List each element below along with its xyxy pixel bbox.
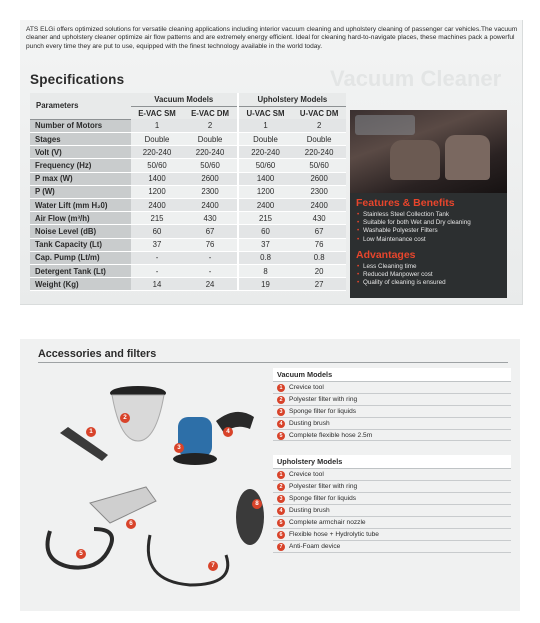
value-cell: 2600 [183, 172, 237, 185]
value-cell: 0.8 [238, 251, 292, 264]
accessories-panel [20, 339, 520, 611]
badge-4: 4 [223, 427, 233, 437]
value-cell: 2400 [292, 199, 346, 212]
value-cell: 2300 [183, 185, 237, 198]
table-row [30, 212, 346, 225]
list-item-label: Sponge filter for liquids [289, 495, 357, 503]
list-item [273, 394, 511, 406]
parameter-cell: Air Flow (m³/h) [30, 212, 131, 225]
accessories-lists [273, 368, 511, 553]
value-cell: 50/60 [183, 159, 237, 172]
model-header: E-VAC SM [131, 106, 184, 119]
value-cell: 20 [292, 264, 346, 277]
value-cell: 1400 [238, 172, 292, 185]
value-cell: - [183, 264, 237, 277]
value-cell: 76 [183, 238, 237, 251]
value-cell: 19 [238, 278, 292, 291]
badge-1: 1 [86, 427, 96, 437]
list-item-label: Polyester filter with ring [289, 395, 358, 403]
specifications-table [30, 93, 346, 291]
value-cell: 67 [292, 225, 346, 238]
features-box [350, 193, 507, 298]
number-badge: 3 [277, 495, 285, 503]
value-cell: 27 [292, 278, 346, 291]
feature-item: • Low Maintenance cost [356, 236, 501, 244]
parameter-cell: Volt (V) [30, 146, 131, 159]
feature-item: • Suitable for both Wet and Dry cleaning [356, 219, 501, 227]
list-item [273, 382, 511, 394]
list-item [273, 481, 511, 493]
list-item [273, 517, 511, 529]
parameter-cell: Frequency (Hz) [30, 159, 131, 172]
value-cell: 0.8 [292, 251, 346, 264]
list-item [273, 469, 511, 481]
advantage-item: • Reduced Manpower cost [356, 271, 501, 279]
parameter-cell: Weight (Kg) [30, 278, 131, 291]
list-item-label: Polyester filter with ring [289, 483, 358, 491]
value-cell: 1 [238, 119, 292, 132]
table-row [30, 172, 346, 185]
anti-foam-device-shape [236, 489, 264, 545]
table-row [30, 251, 346, 264]
accessories-drawing [40, 371, 270, 603]
number-badge: 5 [277, 519, 285, 527]
value-cell: 430 [183, 212, 237, 225]
list-item [273, 541, 511, 553]
model-header: U-VAC SM [238, 106, 292, 119]
armchair-nozzle-shape [90, 487, 156, 523]
list-item-label: Anti-Foam device [289, 542, 341, 550]
parameter-cell: Noise Level (dB) [30, 225, 131, 238]
number-badge: 1 [277, 471, 285, 479]
list-item [273, 430, 511, 442]
advantages-title: Advantages [356, 248, 416, 261]
filter-base-shape [173, 453, 217, 465]
advantages-list [356, 263, 501, 288]
value-cell: 215 [238, 212, 292, 225]
specifications-title: Specifications [30, 72, 125, 87]
watermark-text: Vacuum Cleaner [330, 66, 502, 91]
number-badge: 4 [277, 507, 285, 515]
value-cell: 37 [131, 238, 184, 251]
value-cell: 220-240 [183, 146, 237, 159]
value-cell: 2400 [183, 199, 237, 212]
value-cell: 2400 [238, 199, 292, 212]
table-row [30, 225, 346, 238]
badge-2: 2 [120, 413, 130, 423]
list-item [273, 529, 511, 541]
value-cell: 430 [292, 212, 346, 225]
number-badge: 2 [277, 396, 285, 404]
value-cell: - [183, 251, 237, 264]
list-item-label: Dusting brush [289, 419, 330, 427]
number-badge: 5 [277, 432, 285, 440]
list-item-label: Complete armchair nozzle [289, 519, 366, 527]
list-item [273, 406, 511, 418]
table-row [30, 199, 346, 212]
badge-3: 3 [174, 443, 184, 453]
value-cell: Double [292, 133, 346, 146]
sponge-filter-shape [178, 417, 212, 457]
value-cell: 67 [183, 225, 237, 238]
value-cell: Double [183, 133, 237, 146]
list-item-label: Sponge filter for liquids [289, 407, 357, 415]
parameter-cell: Stages [30, 133, 131, 146]
value-cell: 1400 [131, 172, 184, 185]
group-header-vacuum: Vacuum Models [131, 93, 238, 106]
value-cell: 2300 [292, 185, 346, 198]
table-row [30, 264, 346, 277]
number-badge: 6 [277, 531, 285, 539]
car-interior-photo [350, 110, 507, 193]
features-title: Features & Benefits [356, 197, 455, 209]
value-cell: 14 [131, 278, 184, 291]
value-cell: 1200 [131, 185, 184, 198]
accessories-illustration [40, 371, 270, 603]
value-cell: 220-240 [131, 146, 184, 159]
parameter-cell: Cap. Pump (Lt/m) [30, 251, 131, 264]
value-cell: 2 [183, 119, 237, 132]
parameter-cell: Tank Capacity (Lt) [30, 238, 131, 251]
badge-5: 5 [76, 549, 86, 559]
feature-item: • Stainless Steel Collection Tank [356, 211, 501, 219]
list-item [273, 493, 511, 505]
value-cell: 2400 [131, 199, 184, 212]
number-badge: 2 [277, 483, 285, 491]
number-badge: 3 [277, 408, 285, 416]
list-item-label: Complete flexible hose 2.5m [289, 431, 373, 439]
badge-8: 8 [252, 499, 262, 509]
table-row [30, 159, 346, 172]
list-item-label: Dusting brush [289, 507, 330, 515]
parameter-cell: Detergent Tank (Lt) [30, 264, 131, 277]
list-item-label: Flexible hose + Hydrolytic tube [289, 530, 379, 538]
list-gap [273, 441, 511, 455]
number-badge: 7 [277, 543, 285, 551]
value-cell: 60 [131, 225, 184, 238]
parameter-cell: P (W) [30, 185, 131, 198]
value-cell: - [131, 251, 184, 264]
model-header: U-VAC DM [292, 106, 346, 119]
value-cell: 8 [238, 264, 292, 277]
value-cell: 1200 [238, 185, 292, 198]
model-header: E-VAC DM [183, 106, 237, 119]
value-cell: 2600 [292, 172, 346, 185]
parameter-cell: Number of Motors [30, 119, 131, 132]
value-cell: 76 [292, 238, 346, 251]
parameters-header: Parameters [30, 93, 131, 119]
feature-item: • Washable Polyester Filters [356, 227, 501, 235]
hydrolytic-tube-shape [148, 535, 227, 585]
table-row [30, 133, 346, 146]
value-cell: 50/60 [238, 159, 292, 172]
value-cell: 50/60 [292, 159, 346, 172]
table-row [30, 278, 346, 291]
list-item-label: Crevice tool [289, 384, 324, 391]
car-seat-shape [445, 135, 490, 180]
crevice-tool-shape [60, 427, 108, 461]
accessories-title: Accessories and filters [38, 348, 157, 360]
vacuum-models-heading: Vacuum Models [273, 368, 511, 382]
car-seat-shape [390, 140, 440, 180]
value-cell: 220-240 [292, 146, 346, 159]
specifications-panel [20, 20, 523, 305]
upholstery-models-heading: Upholstery Models [273, 455, 511, 469]
table-row [30, 146, 346, 159]
value-cell: 1 [131, 119, 184, 132]
specifications-body [30, 119, 346, 290]
value-cell: 37 [238, 238, 292, 251]
table-row [30, 238, 346, 251]
badge-7: 7 [208, 561, 218, 571]
parameter-cell: P max (W) [30, 172, 131, 185]
value-cell: - [131, 264, 184, 277]
list-item [273, 505, 511, 517]
advantage-item: • Less Cleaning time [356, 263, 501, 271]
table-row [30, 119, 346, 132]
table-row [30, 185, 346, 198]
value-cell: Double [131, 133, 184, 146]
advantage-item: • Quality of cleaning is ensured [356, 279, 501, 287]
number-badge: 1 [277, 384, 285, 392]
value-cell: 24 [183, 278, 237, 291]
divider [38, 362, 508, 363]
group-header-upholstery: Upholstery Models [238, 93, 346, 106]
parameter-cell: Water Lift (mm H₂0) [30, 199, 131, 212]
value-cell: 215 [131, 212, 184, 225]
number-badge: 4 [277, 420, 285, 428]
badge-6: 6 [126, 519, 136, 529]
value-cell: Double [238, 133, 292, 146]
value-cell: 50/60 [131, 159, 184, 172]
value-cell: 220-240 [238, 146, 292, 159]
list-item [273, 418, 511, 430]
list-item-label: Crevice tool [289, 471, 324, 479]
intro-text: ATS ELGi offers optimized solutions for versatile cleaning applications including interior vacuum cleaning and upholstery cleaning of passenger car vehicles.The vacuum cleaner and upholstery cleaner optimize air flow patterns and are extremely energy efficient. Ideal for cleaning hard-to-navigate places, these machines pack a powerful punch every time they are put to use, equipped with the finest technology available in the world today. [26, 26, 518, 50]
value-cell: 60 [238, 225, 292, 238]
dusting-brush-shape [216, 412, 254, 433]
value-cell: 2 [292, 119, 346, 132]
car-window-shape [355, 115, 415, 135]
features-list [356, 211, 501, 244]
